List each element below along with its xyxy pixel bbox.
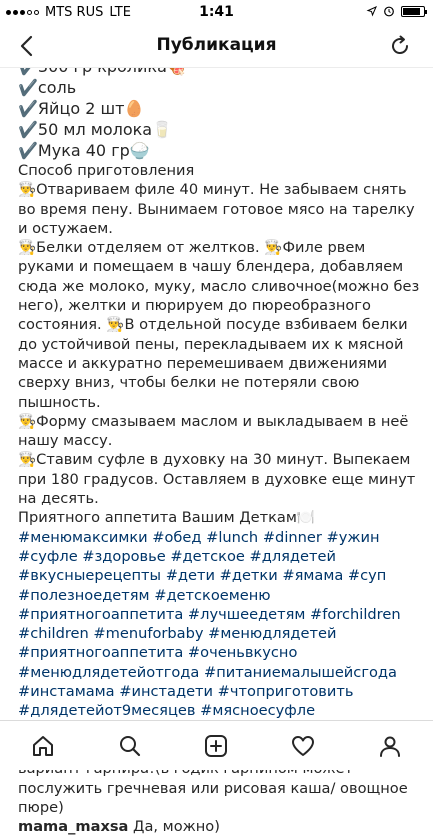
- ingredient-item: ✔️соль: [18, 78, 77, 97]
- method-title: Способ приготовления: [18, 162, 195, 179]
- location-arrow-icon: [367, 6, 377, 16]
- recipe-step: 👨‍🍳Отвариваем филе 40 минут. Не забываем снять во время пену. Вынимаем готовое мясо на тарелку и остужаем.: [18, 181, 415, 237]
- tab-add-post[interactable]: [200, 730, 232, 762]
- tab-home[interactable]: [27, 730, 59, 762]
- tab-activity[interactable]: [287, 730, 319, 762]
- network-type: LTE: [109, 5, 131, 20]
- refresh-icon[interactable]: [387, 33, 413, 59]
- post-caption: [18, 56, 422, 836]
- activity-heart-icon: [290, 733, 316, 759]
- add-post-icon: [203, 733, 229, 759]
- ingredient-item: ✔️Мука 40 гр🍚: [18, 141, 150, 160]
- ingredient-item: ✔️50 мл молока🥛: [18, 120, 173, 139]
- status-bar: [0, 0, 433, 24]
- tab-search[interactable]: [114, 730, 146, 762]
- hashtags[interactable]: #менюмаксимки #обед #lunch #dinner #ужин #суфле #здоровье #детское #длядетей #вкусныерецепты #дети #детки #ямама #суп #полезноедетям #детскоеменю #приятногоаппетита #лучшеедетям #forchildren #children #menuforbaby #менюдлядетей #приятногоаппетита #оченьвкусно #менюдлядетейотгода #питаниемалышейсгода #инстамама #инстадети #чтоприготовить #длядетейот9месяцев #мясноесуфле: [18, 528, 401, 720]
- closing-line: Приятного аппетита Вашим Деткам🍽️: [18, 509, 316, 527]
- recipe-step: 👨‍🍳Ставим суфле в духовку на 30 минут. Выпекаем при 180 градусов. Оставляем в духовке еще минут на десять.: [18, 451, 416, 508]
- carrier-name: MTS RUS: [45, 5, 104, 20]
- battery-icon: [401, 6, 425, 17]
- comment-username[interactable]: mama_maxsa: [18, 818, 129, 836]
- comment-text: послужить гречневая или рисовая каша/ овощное пюре): [18, 779, 408, 816]
- profile-icon: [377, 733, 403, 759]
- page-title: Публикация: [156, 35, 277, 55]
- nav-bar: [0, 24, 433, 68]
- recipe-step: 👨‍🍳Белки отделяем от желтков. 👨‍🍳Филе рвем руками и помещаем в чашу блендера, добавляем сюда же молоко, муку, масло сливочное(можно без него), желтки и пюрируем до пюреобразного состояния. 👨‍🍳В отдельной посуде взбиваем белки до устойчивой пены, перекладываем их к мясной массе и аккуратно перемешиваем движениями сверху вниз, чтобы белки не потеряли свою пышность.: [18, 239, 420, 411]
- tab-bar: [0, 720, 433, 770]
- recipe-step: 👨‍🍳Форму смазываем маслом и выкладываем в неё нашу массу.: [18, 412, 409, 450]
- search-icon: [117, 733, 143, 759]
- status-right: [367, 5, 425, 17]
- ingredient-item: ✔️Яйцо 2 шт🥚: [18, 99, 145, 118]
- comment-item: [18, 817, 422, 836]
- comment-text: Да, можно): [128, 818, 220, 836]
- alarm-icon: [383, 5, 395, 17]
- home-icon: [30, 733, 56, 759]
- clock: 1:41: [199, 4, 234, 20]
- tab-profile[interactable]: [374, 730, 406, 762]
